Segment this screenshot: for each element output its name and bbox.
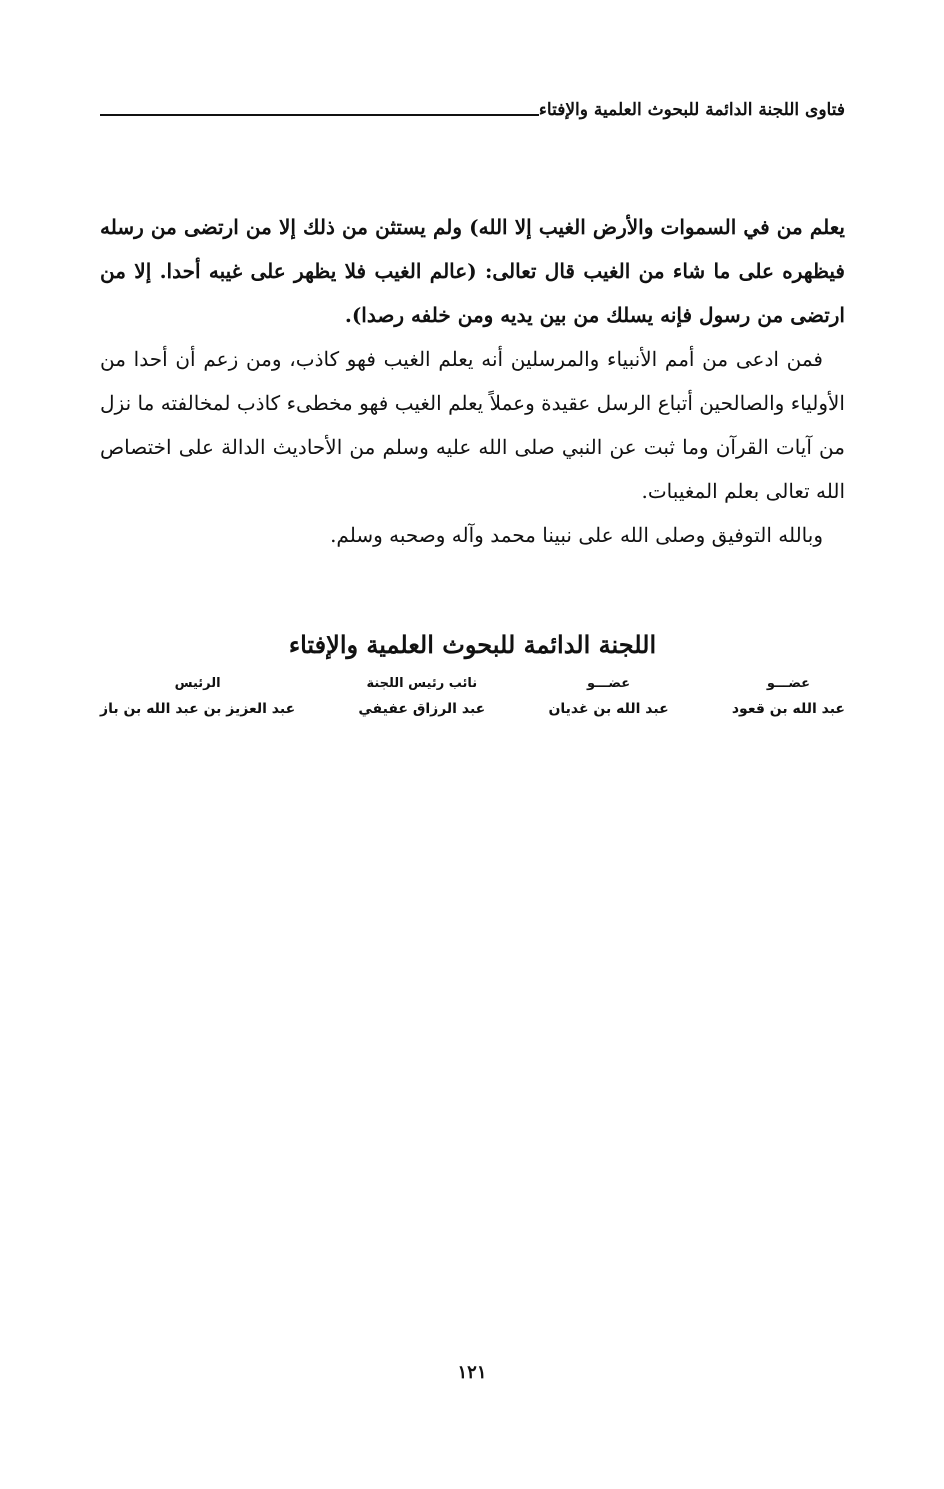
signature-vice-chair	[358, 676, 485, 717]
ruling-paragraph: فمن ادعى من أمم الأنبياء والمرسلين أنه يعلم الغيب فهو كاذب، ومن زعم أن أحدا من الأولياء والصالحين أتباع الرسل عقيدة وعملاً يعلم الغيب فهو مخطىء كاذب لمخالفته ما نزل من آيات القرآن وما ثبت عن النبي صلى الله عليه وسلم من الأحاديث الدالة على اختصاص الله تعالى بعلم المغيبات.	[100, 347, 845, 503]
signature-block	[100, 676, 845, 717]
quranic-quote: يعلم من في السموات والأرض الغيب إلا الله) ولم يستثن من ذلك إلا من ارتضى من رسله فيظهره على ما شاء من الغيب قال تعالى: (عالم الغيب فلا يظهر على غيبه أحدا. إلا من ارتضى من رسول فإنه يسلك من بين يديه ومن خلفه رصدا).	[100, 215, 845, 327]
page-number: ١٢١	[457, 1362, 487, 1383]
closing-line: وبالله التوفيق وصلى الله على نبينا محمد وآله وصحبه وسلم.	[330, 523, 823, 547]
signature-name: عبد الله بن قعود	[731, 701, 845, 717]
signature-member-1	[732, 676, 845, 717]
signature-role: عضـــو	[586, 676, 631, 691]
signature-role: الرئيس	[174, 676, 221, 691]
committee-title: اللجنة الدائمة للبحوث العلمية والإفتاء	[288, 630, 657, 659]
header-title: فتاوى اللجنة الدائمة للبحوث العلمية والإفتاء	[538, 100, 845, 120]
signature-name: عبد العزيز بن عبد الله بن باز	[100, 701, 296, 717]
signature-chair	[100, 676, 295, 717]
fatwa-body	[100, 205, 845, 557]
running-header	[100, 100, 845, 120]
signature-name: عبد الله بن غديان	[548, 701, 669, 717]
header-rule	[100, 114, 539, 116]
signature-role: نائب رئيس اللجنة	[366, 676, 478, 691]
signature-role: عضـــو	[766, 676, 811, 691]
signature-name: عبد الرزاق عفيفي	[358, 701, 486, 717]
signature-member-2	[548, 676, 668, 717]
